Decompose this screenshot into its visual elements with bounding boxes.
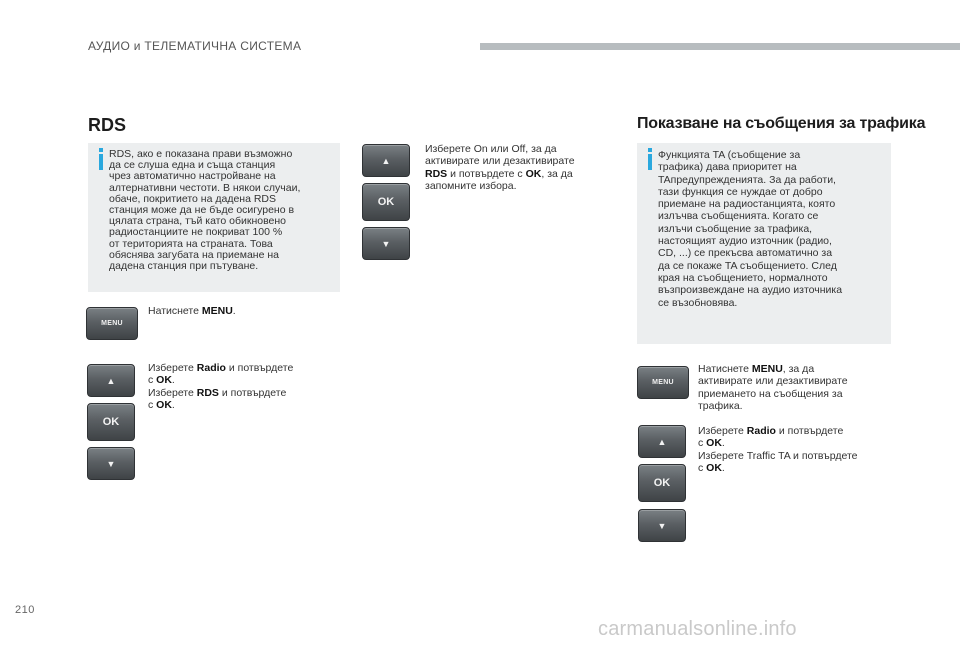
page-header-title: АУДИО и ТЕЛЕМАТИЧНА СИСТЕМА [88, 39, 302, 53]
traffic-info-box [637, 143, 891, 344]
up-arrow-icon: ▲ [362, 144, 410, 177]
traffic-heading: Показване на съобщения за трафика [637, 115, 926, 132]
traffic-step1-text: Натиснете MENU, за да активирате или дезактивирате приемането на съобщения за трафика. [698, 363, 848, 412]
ok-button: OK [87, 403, 135, 441]
info-icon [645, 148, 655, 170]
menu-button: MENU [86, 307, 138, 340]
rds-step2-text: Изберете Radio и потвърдете с OK. Изберете RDS и потвърдете с OK. [148, 362, 294, 411]
traffic-info-text: Функцията TA (съобщение за трафика) дава приоритет на TAпредупрежденията. За да работи, тази функция се нуждае от добро приемане на радиостанцията, която излъчва съобщенията. Когато се излъчи съобщение за трафика, настоящият аудио източник (радио, CD, ...) се прекъсва автоматично за да се покаже TA съобщението. След края на съобщението, нормалното възпроизвеждане на аудио източника се възобновява. [658, 149, 843, 309]
rds-heading: RDS [88, 115, 127, 135]
ok-button: OK [362, 183, 410, 221]
traffic-step2-text: Изберете Radio и потвърдете с OK. Изберете Traffic TA и потвърдете с OK. [698, 425, 858, 474]
up-arrow-icon: ▲ [87, 364, 135, 397]
rds-step3-text: Изберете On или Off, за да активирате или дезактивирате RDS и потвърдете с OK, за да запомните избора. [425, 143, 575, 192]
info-icon [96, 148, 106, 170]
ok-button: OK [638, 464, 686, 502]
page-number: 210 [15, 604, 35, 616]
rds-info-text: RDS, ако е показана прави възможно да се слуша една и съща станция чрез автоматично настройване на алтернативни честоти. В някои случаи, обаче, покритието на дадена RDS станция може да не бъде осигурено в цялата страна, тъй като обикновено радиостанциите не покриват 100 % от територията на страната. Това обяснява загубата на приемане на дадена станция при пътуване. [109, 148, 301, 273]
up-arrow-icon: ▲ [638, 425, 686, 458]
down-arrow-icon: ▼ [362, 227, 410, 260]
watermark: carmanualsonline.info [598, 618, 797, 640]
menu-button: MENU [637, 366, 689, 399]
rds-step1-text: Натиснете MENU. [148, 305, 236, 317]
header-bar [480, 43, 960, 50]
down-arrow-icon: ▼ [87, 447, 135, 480]
down-arrow-icon: ▼ [638, 509, 686, 542]
rds-info-box [88, 143, 340, 292]
